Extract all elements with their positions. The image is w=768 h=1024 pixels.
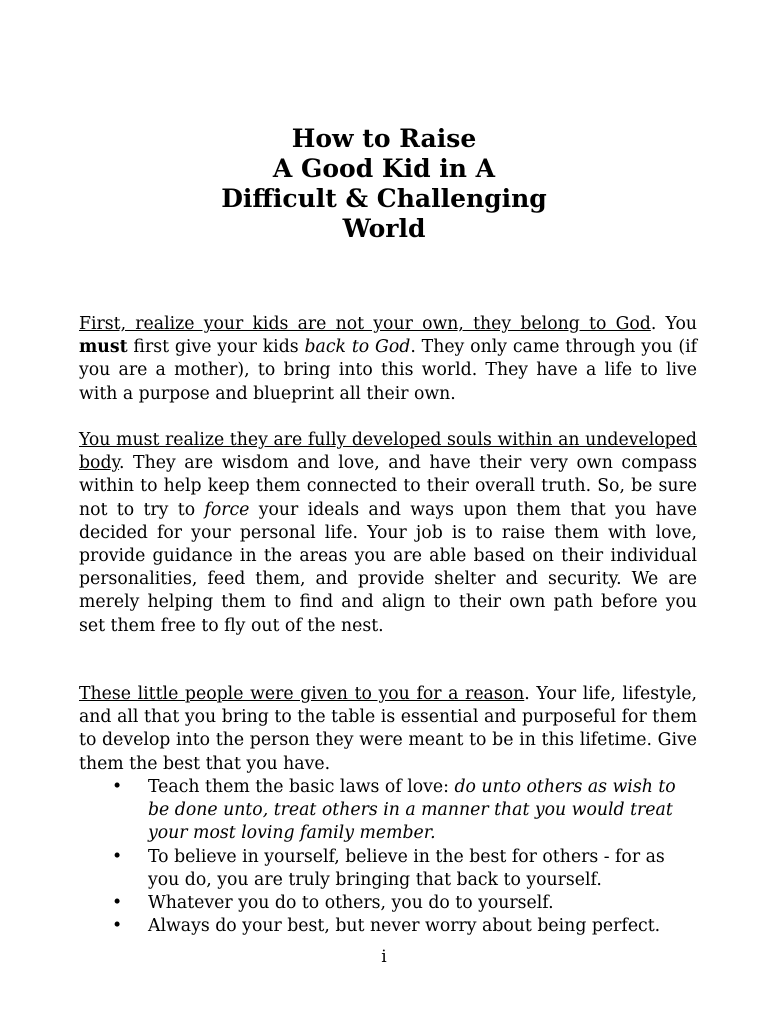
paragraph-3-text-a: . Your life, lifestyle, and all that you bring to the table is essential and purposeful for them to develop into the person they were meant to be in this lifetime. Give them the best that you have. bbox=[79, 684, 698, 774]
bullet-4-text: Always do your best, but never worry about being perfect. bbox=[148, 916, 661, 937]
bullet-list bbox=[79, 776, 697, 938]
paragraph-2-text-a: . They are wisdom and love, and have their very own compass within to help keep them connected to their overall truth. So, be sure not to try to bbox=[79, 453, 697, 520]
paragraph-1 bbox=[79, 313, 697, 406]
paragraph-1-text-b: first give your kids bbox=[127, 337, 305, 358]
title-line-2: A Good Kid in A bbox=[272, 154, 496, 183]
page-number: i bbox=[381, 947, 387, 967]
bullet-icon: • bbox=[112, 916, 123, 937]
bullet-icon: • bbox=[112, 846, 123, 867]
paragraph-2 bbox=[79, 429, 697, 638]
list-item bbox=[79, 915, 697, 938]
paragraph-1-underlined: First, realize your kids are not your own, they belong to God bbox=[79, 314, 651, 334]
paragraph-3 bbox=[79, 683, 697, 776]
paragraph-2-text-b: your ideals and ways upon them that you have decided for your personal life. Your job is to raise them with love, provide guidance in the areas you are able based on their individual personalities, feed them, and provide shelter and security. We are merely helping them to find and align to their own path before you set them free to fly out of the nest. bbox=[79, 499, 697, 636]
title-line-1: How to Raise bbox=[291, 124, 477, 153]
list-item bbox=[79, 846, 697, 892]
paragraph-1-text-c: . They only came through you (if you are a mother), to bring into this world. They have a life to live with a purpose and blueprint all their own. bbox=[79, 337, 698, 404]
bullet-icon: • bbox=[112, 777, 123, 797]
bullet-3-text: Whatever you do to others, you do to yourself. bbox=[148, 893, 554, 914]
paragraph-2-italic: force bbox=[204, 499, 250, 520]
bullet-2-text: To believe in yourself, believe in the best for others - for as you do, you are truly bringing that back to yourself. bbox=[148, 846, 665, 890]
paragraph-1-text-a: . You bbox=[650, 314, 697, 334]
paragraph-3-underlined: These little people were given to you for a reason bbox=[79, 684, 525, 704]
paragraph-1-bold: must bbox=[79, 337, 128, 358]
list-item bbox=[79, 776, 697, 846]
bullet-1-text: Teach them the basic laws of love: bbox=[148, 777, 455, 797]
title-line-4: World bbox=[342, 214, 426, 243]
paragraph-2-underlined: You must realize they are fully developed souls within an undeveloped body bbox=[79, 430, 697, 474]
bullet-icon: • bbox=[112, 893, 123, 914]
title-line-3: Difficult & Challenging bbox=[221, 184, 547, 213]
list-item bbox=[79, 892, 697, 915]
document-title bbox=[0, 124, 768, 244]
paragraph-1-italic: back to God bbox=[304, 337, 411, 358]
bullet-1-italic: do unto others as wish to be done unto, treat others in a manner that you would treat your most loving family member. bbox=[148, 777, 676, 844]
